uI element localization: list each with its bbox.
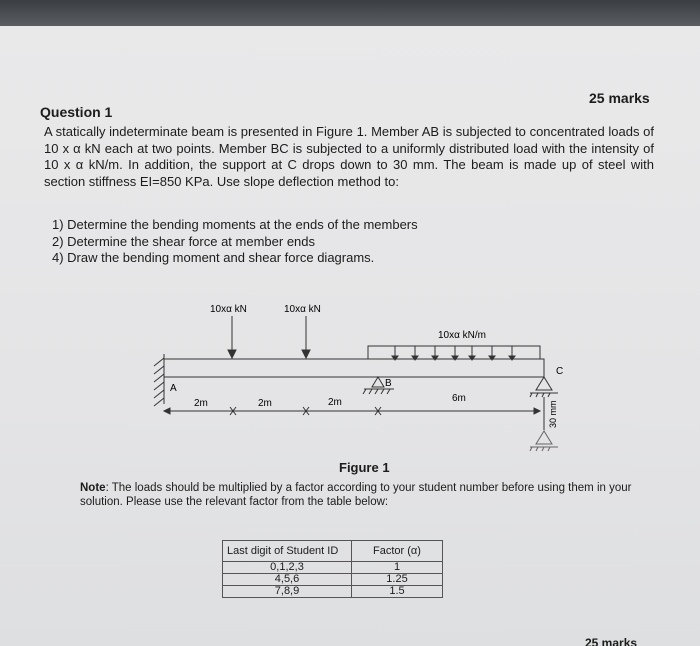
header-factor: Factor (α)	[352, 541, 443, 562]
label-c: C	[556, 366, 564, 377]
label-b: B	[385, 378, 392, 389]
top-shadow-band	[0, 0, 700, 26]
cell-id: 0,1,2,3	[223, 562, 352, 574]
task-item: 4) Draw the bending moment and shear force diagrams.	[52, 250, 375, 265]
cell-factor: 1	[352, 562, 443, 574]
fixed-support-icon	[154, 354, 164, 406]
table-row	[223, 586, 443, 598]
task-item: 2) Determine the shear force at member ends	[52, 233, 316, 249]
note-paragraph	[80, 481, 650, 509]
task-list	[52, 217, 418, 267]
udl-label: 10xα kN/m	[438, 330, 487, 341]
footer-marks: 25 marks	[585, 636, 638, 646]
load2-label: 10xα kN	[284, 304, 321, 315]
dimension-line	[164, 407, 540, 415]
table-header-row	[223, 541, 443, 562]
cell-factor: 1.5	[352, 586, 443, 598]
table-row	[223, 562, 443, 574]
settlement-label: 30 mm	[548, 400, 558, 428]
question-marks: 25 marks	[589, 90, 650, 106]
point-load-arrow-1	[228, 316, 236, 358]
note-label: Note	[80, 482, 106, 494]
beam-figure	[150, 286, 590, 461]
label-a: A	[170, 383, 177, 394]
question-paragraph: A statically indeterminate beam is presented in Figure 1. Member AB is subjected to concentrated loads of 10 x α kN each at two points. Member BC is subjected to a uniformly distributed load with the intensity of 10 x α kN/m. In addition, the support at C drops down to 30 mm. The beam is made up of steel with section stiffness EI=850 KPa. Use slope deflection method to:	[44, 124, 654, 189]
beam	[164, 359, 544, 377]
load1-label: 10xα kN	[210, 304, 247, 315]
cell-id: 7,8,9	[223, 586, 352, 598]
dim3-label: 2m	[328, 397, 342, 408]
note-text: : The loads should be multiplied by a factor according to your student number before using them in your solution. Please use the relevant factor from the table below:	[80, 482, 632, 508]
figure-caption: Figure 1	[339, 460, 390, 475]
table-row	[223, 574, 443, 586]
question-title: Question 1	[40, 104, 113, 120]
cell-factor: 1.25	[352, 574, 443, 586]
header-student-id: Last digit of Student ID	[223, 541, 352, 562]
dim4-label: 6m	[452, 393, 466, 404]
task-item: 1) Determine the bending moments at the ends of the members	[52, 217, 418, 232]
udl-icon	[368, 346, 540, 360]
dim1-label: 2m	[194, 398, 208, 409]
document-page	[0, 26, 700, 646]
point-load-arrow-2	[302, 316, 310, 358]
cell-id: 4,5,6	[223, 574, 352, 586]
dim2-label: 2m	[258, 398, 272, 409]
factor-table	[222, 540, 443, 598]
